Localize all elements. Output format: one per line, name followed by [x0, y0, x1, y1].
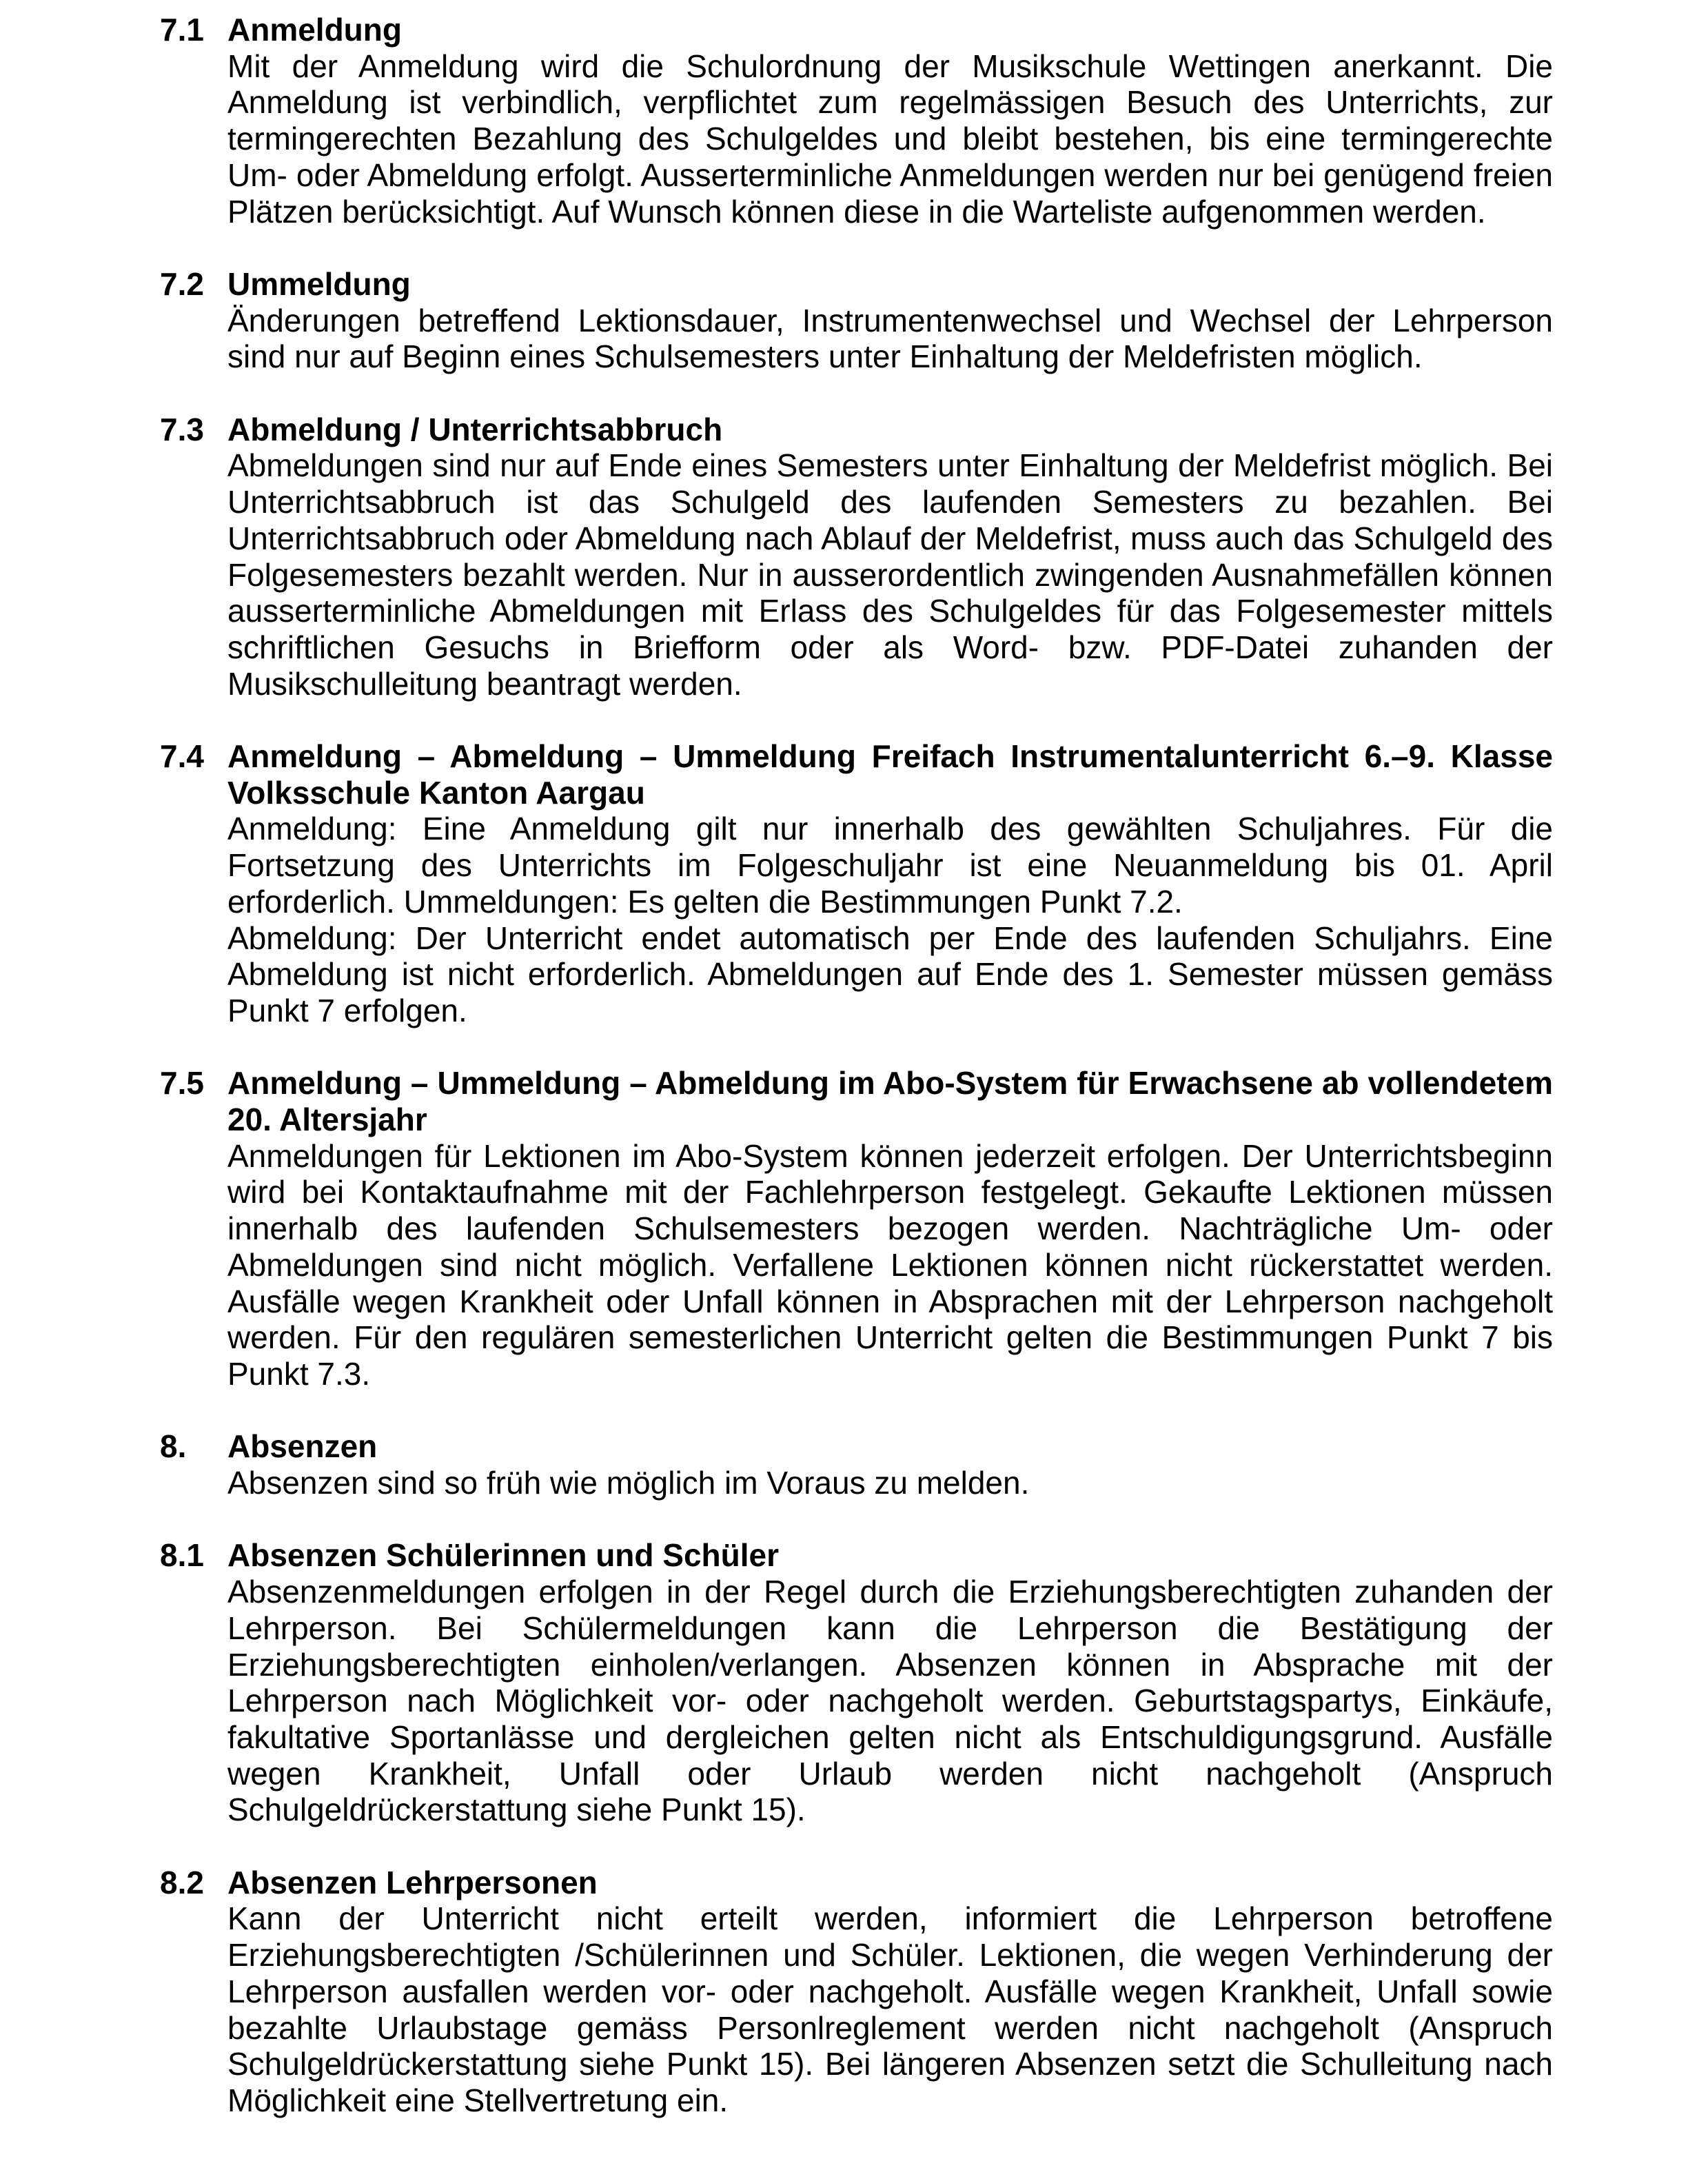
section-content — [227, 412, 1553, 702]
section-paragraph: Mit der Anmeldung wird die Schulordnung der Musikschule Wettingen anerkannt. Die Anmeldung ist verbindlich, verpflichtet zum regelmässigen Besuch des Unterrichts, zur termingerechten Bezahlung des Schulgeldes und bleibt bestehen, bis eine termingerechte Um- oder Abmeldung erfolgt. Ausserterminliche Anmeldungen werden nur bei genügend freien Plätzen berücksichtigt. Auf Wunsch können diese in die Warteliste aufgenommen werden. — [227, 48, 1553, 230]
section-paragraph: Anmeldungen für Lektionen im Abo-System können jederzeit erfolgen. Der Unterrichtsbeginn wird bei Kontaktaufnahme mit der Fachlehrperson festgelegt. Gekaufte Lektionen müssen innerhalb des laufenden Schulsemesters bezogen werden. Nachträgliche Um- oder Abmeldungen sind nicht möglich. Verfallene Lektionen können nicht rückerstattet werden. Ausfälle wegen Krankheit oder Unfall können in Absprachen mit der Lehrperson nachgeholt werden. Für den regulären semesterlichen Unterricht gelten die Bestimmungen Punkt 7 bis Punkt 7.3. — [227, 1137, 1553, 1392]
section-7-5 — [160, 1065, 1553, 1392]
section-number: 7.2 — [160, 265, 204, 302]
section-paragraph: Änderungen betreffend Lektionsdauer, Instrumentenwechsel und Wechsel der Lehrperson sind nur auf Beginn eines Schulsemesters unter Einhaltung der Meldefristen möglich. — [227, 302, 1553, 375]
section-number: 8. — [160, 1428, 187, 1465]
section-paragraph: Absenzen sind so früh wie möglich im Voraus zu melden. — [227, 1465, 1030, 1501]
section-paragraph: Abmeldungen sind nur auf Ende eines Semesters unter Einhaltung der Meldefrist möglich. Bei Unterrichtsabbruch ist das Schulgeld des laufenden Semesters zu bezahlen. Bei Unterrichtsabbruch oder Abmeldung nach Ablauf der Meldefrist, muss auch das Schulgeld des Folgesemesters bezahlt werden. Nur in ausserordentlich zwingenden Ausnahmefällen können ausserterminliche Abmeldungen mit Erlass des Schulgeldes für das Folgesemester mittels schriftlichen Gesuchs in Briefform oder als Word- bzw. PDF-Datei zuhanden der Musikschulleitung beantragt werden. — [227, 447, 1553, 702]
section-title: Anmeldung — [227, 12, 402, 48]
section-number: 8.2 — [160, 1864, 204, 1900]
section-paragraph: Kann der Unterricht nicht erteilt werden, informiert die Lehrperson betroffene Erziehungsberechtigten /Schülerinnen und Schüler. Lektionen, die wegen Verhinderung der Lehrperson ausfallen werden vor- oder nachgeholt. Ausfälle wegen Krankheit, Unfall sowie bezahlte Urlaubstage gemäss Personlreglement werden nicht nachgeholt (Anspruch Schulgeldrückerstattung siehe Punkt 15). Bei längeren Absenzen setzt die Schulleitung nach Möglichkeit eine Stellvertretung ein. — [227, 1900, 1553, 2118]
section-7-3 — [160, 412, 1553, 702]
section-number: 7.1 — [160, 12, 204, 48]
section-8 — [160, 1428, 1553, 1501]
section-title: Abmeldung / Unterrichtsabbruch — [227, 411, 723, 447]
section-content — [227, 1428, 1553, 1501]
section-title: Absenzen — [227, 1428, 378, 1465]
section-content — [227, 1865, 1553, 2119]
section-number: 8.1 — [160, 1537, 204, 1574]
section-7-4 — [160, 738, 1553, 1029]
section-content — [227, 12, 1553, 230]
section-title: Anmeldung – Abmeldung – Ummeldung Freifach Instrumentalunterricht 6.–9. Klasse Volksschule Kanton Aargau — [227, 738, 1553, 811]
section-7-1 — [160, 12, 1553, 230]
section-8-1 — [160, 1537, 1553, 1828]
section-8-2 — [160, 1865, 1553, 2119]
section-paragraph: Absenzenmeldungen erfolgen in der Regel durch die Erziehungsberechtigten zuhanden der Lehrperson. Bei Schülermeldungen kann die Lehrperson die Bestätigung der Erziehungsberechtigten einholen/verlangen. Absenzen können in Absprache mit der Lehrperson nach Möglichkeit vor- oder nachgeholt werden. Geburtstagspartys, Einkäufe, fakultative Sportanlässe und dergleichen gelten nicht als Entschuldigungsgrund. Ausfälle wegen Krankheit, Unfall oder Urlaub werden nicht nachgeholt (Anspruch Schulgeldrückerstattung siehe Punkt 15). — [227, 1574, 1553, 1828]
section-paragraph: Abmeldung: Der Unterricht endet automatisch per Ende des laufenden Schuljahrs. Eine Abmeldung ist nicht erforderlich. Abmeldungen auf Ende des 1. Semester müssen gemäss Punkt 7 erfolgen. — [227, 920, 1553, 1028]
section-paragraph: Anmeldung: Eine Anmeldung gilt nur innerhalb des gewählten Schuljahres. Für die Fortsetzung des Unterrichts im Folgeschuljahr ist eine Neuanmeldung bis 01. April erforderlich. Ummeldungen: Es gelten die Bestimmungen Punkt 7.2. — [227, 811, 1553, 920]
section-title: Anmeldung – Ummeldung – Abmeldung im Abo-System für Erwachsene ab vollendetem 20. Altersjahr — [227, 1065, 1553, 1138]
section-title: Absenzen Schülerinnen und Schüler — [227, 1537, 780, 1574]
section-number: 7.3 — [160, 411, 204, 447]
section-content — [227, 1537, 1553, 1828]
section-title: Absenzen Lehrpersonen — [227, 1864, 598, 1900]
section-content — [227, 738, 1553, 1029]
section-content — [227, 1065, 1553, 1392]
section-title: Ummeldung — [227, 265, 411, 302]
section-number: 7.4 — [160, 738, 204, 775]
section-content — [227, 266, 1553, 375]
section-number: 7.5 — [160, 1065, 204, 1102]
section-7-2 — [160, 266, 1553, 375]
